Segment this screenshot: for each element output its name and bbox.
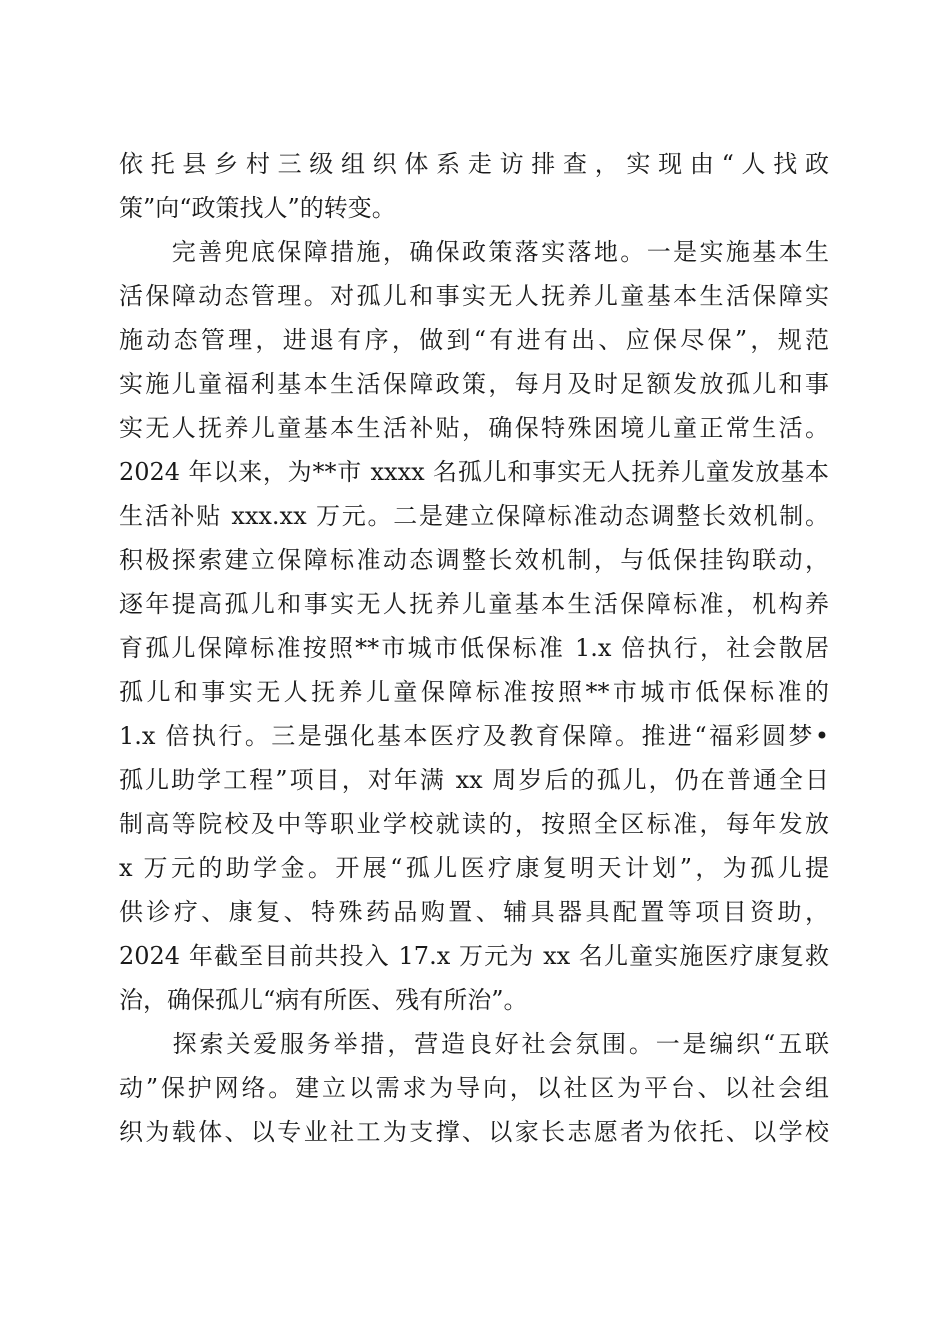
text-line: 策”向“政策找人”的转变。 [119,194,396,222]
text-line: x 万元的助学金。开展“孤儿医疗康复明天计划”，为孤儿提 [119,854,829,882]
text-line: 1.x 倍执行。三是强化基本医疗及教育保障。推进“福彩圆梦• [119,722,829,750]
text-line: 孤儿助学工程”项目，对年满 xx 周岁后的孤儿，仍在普通全日 [119,766,829,794]
text-line: 依托县乡村三级组织体系走访排查，实现由“人找政 [119,150,829,178]
text-line: 2024 年以来，为**市 xxxx 名孤儿和事实无人抚养儿童发放基本 [119,458,829,486]
text-line: 生活补贴 xxx.xx 万元。二是建立保障标准动态调整长效机制。 [119,502,829,530]
text-line: 育孤儿保障标准按照**市城市低保标准 1.x 倍执行，社会散居 [119,634,829,662]
body-text [119,142,829,1154]
text-line: 活保障动态管理。对孤儿和事实无人抚养儿童基本生活保障实 [119,282,829,310]
paragraph-start-line: 探索关爱服务举措，营造良好社会氛围。一是编织“五联 [119,1030,829,1058]
text-line: 织为载体、以专业社工为支撑、以家长志愿者为依托、以学校 [119,1118,829,1146]
text-line: 治，确保孤儿“病有所医、残有所治”。 [119,986,528,1014]
text-line: 2024 年截至目前共投入 17.x 万元为 xx 名儿童实施医疗康复救 [119,942,829,970]
text-line: 实施儿童福利基本生活保障政策，每月及时足额发放孤儿和事 [119,370,829,398]
text-line: 制高等院校及中等职业学校就读的，按照全区标准，每年发放 [119,810,829,838]
paragraph-start-line: 完善兜底保障措施，确保政策落实落地。一是实施基本生 [119,238,829,266]
text-line: 实无人抚养儿童基本生活补贴，确保特殊困境儿童正常生活。 [119,414,829,442]
text-line: 积极探索建立保障标准动态调整长效机制，与低保挂钩联动， [119,546,829,574]
text-line: 逐年提高孤儿和事实无人抚养儿童基本生活保障标准，机构养 [119,590,829,618]
text-line: 施动态管理，进退有序，做到“有进有出、应保尽保”，规范 [119,326,829,354]
text-line: 孤儿和事实无人抚养儿童保障标准按照**市城市低保标准的 [119,678,829,706]
text-line: 供诊疗、康复、特殊药品购置、辅具器具配置等项目资助， [119,898,829,926]
text-line: 动”保护网络。建立以需求为导向，以社区为平台、以社会组 [119,1074,829,1102]
